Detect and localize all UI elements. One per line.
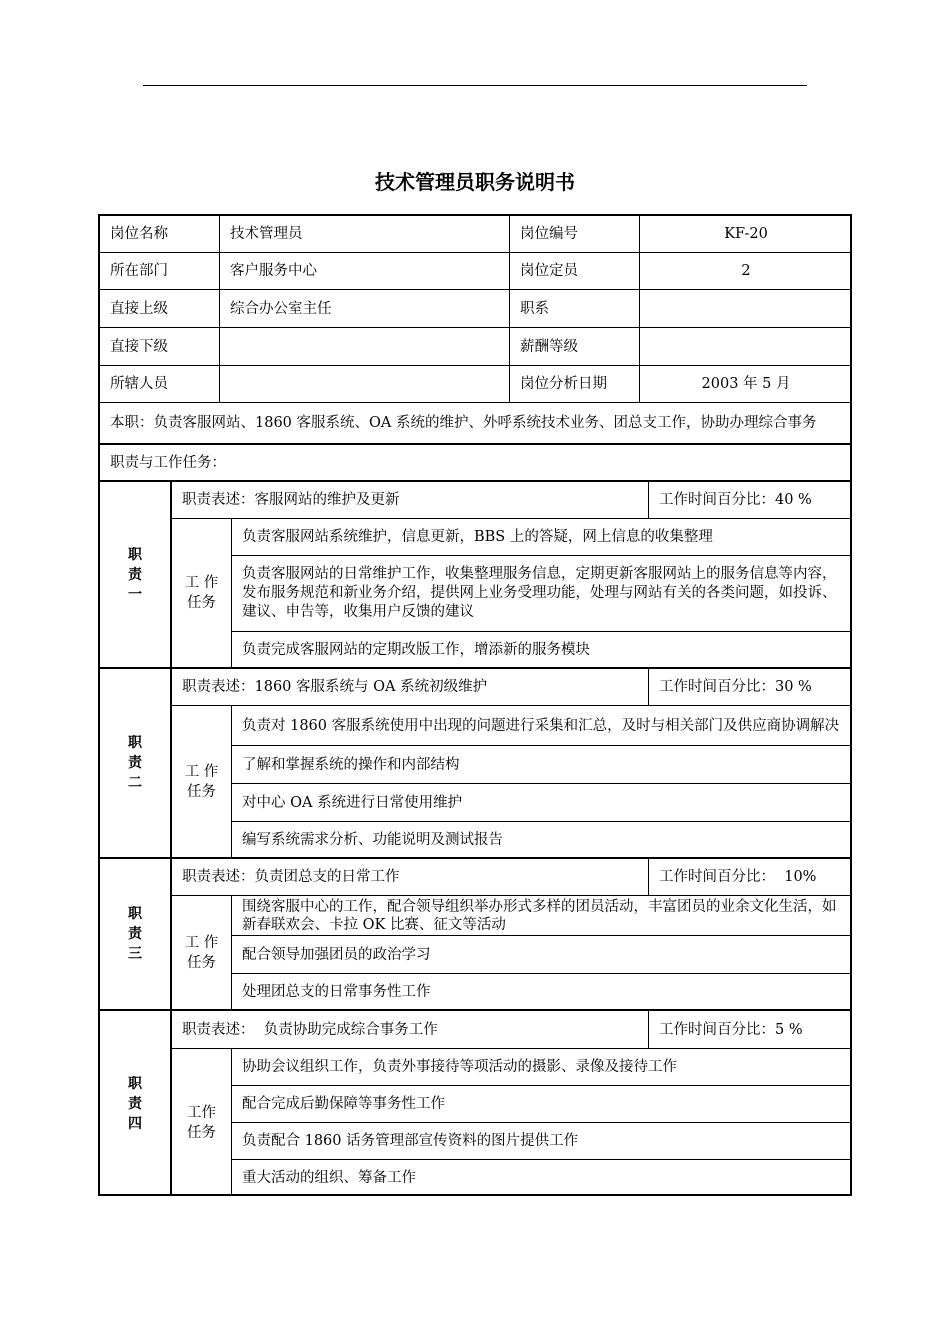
- document-title: 技术管理员职务说明书: [375, 170, 575, 194]
- duty-2-statement: 职责表述：1860 客服系统与 OA 系统初级维护: [172, 669, 649, 706]
- duty-4-task-4: 重大活动的组织、筹备工作: [242, 1170, 416, 1186]
- duty-2-task-2: 了解和掌握系统的操作和内部结构: [232, 746, 852, 784]
- value-staff: [220, 366, 510, 403]
- label-position-code: 岗位编号: [510, 216, 640, 253]
- value-analysis-date: 2003 年 5 月: [640, 366, 852, 403]
- duty-1-task-label: [172, 519, 232, 669]
- job-description-table: [98, 214, 852, 1196]
- duty-2-task-1-text: 负责对 1860 客服系统使用中出现的问题进行采集和汇总，及时与相关部门及供应商协调解决: [242, 717, 840, 734]
- duty-2-task-1: [232, 706, 852, 746]
- value-direct-superior: 综合办公室主任: [220, 290, 510, 328]
- main-duty-text: 本职：负责客服网站、1860 客服系统、OA 系统的维护、外呼系统技术业务、团总支工作，协助办理综合事务: [110, 414, 817, 431]
- value-job-family: [640, 290, 852, 328]
- duty-4-task-1: 协助会议组织工作，负责外事接待等项活动的摄影、录像及接待工作: [232, 1049, 852, 1086]
- label-position-name: 岗位名称: [100, 216, 220, 253]
- duty-1-task-3: 负责完成客服网站的定期改版工作，增添新的服务模块: [232, 632, 852, 669]
- duty-2-task-4: 编写系统需求分析、功能说明及测试报告: [232, 822, 852, 859]
- label-direct-superior: 直接上级: [100, 290, 220, 328]
- duty-3-label-text: 职 责 三: [128, 906, 142, 962]
- value-direct-subordinate: [220, 328, 510, 366]
- duty-1-task-2: [232, 556, 852, 632]
- value-department: 客户服务中心: [220, 253, 510, 290]
- duty-1-task-1: 负责客服网站系统维护，信息更新，BBS 上的答疑，网上信息的收集整理: [232, 519, 852, 556]
- duty-3-task-1: [232, 896, 852, 936]
- duty-3-time-share: 工作时间百分比： 10%: [649, 859, 852, 896]
- duty-4-task-label-text: 工作 任务: [187, 1104, 216, 1141]
- label-staff: 所辖人员: [100, 366, 220, 403]
- duty-3-statement: 职责表述：负责团总支的日常工作: [172, 859, 649, 896]
- duties-header: 职责与工作任务：: [100, 445, 852, 482]
- header-rule: [143, 85, 807, 86]
- duty-4-label: [100, 1011, 172, 1196]
- duty-2-label: [100, 669, 172, 859]
- duty-2-task-label: [172, 706, 232, 859]
- duty-4-task-2: 配合完成后勤保障等事务性工作: [232, 1086, 852, 1123]
- main-duty: [100, 403, 852, 445]
- label-headcount: 岗位定员: [510, 253, 640, 290]
- duty-2-label-text: 职 责 二: [128, 735, 142, 791]
- duty-2-task-label-text: 工 作 任务: [184, 763, 219, 800]
- label-job-family: 职系: [510, 290, 640, 328]
- duty-4-label-text: 职 责 四: [128, 1075, 142, 1132]
- duty-3-task-2: 配合领导加强团员的政治学习: [232, 936, 852, 974]
- duty-4-statement: 职责表述： 负责协助完成综合事务工作: [172, 1011, 649, 1049]
- value-headcount: 2: [640, 253, 852, 290]
- duty-1-time-share: 工作时间百分比：40 %: [649, 482, 852, 519]
- label-salary-grade: 薪酬等级: [510, 328, 640, 366]
- duty-3-task-label: [172, 896, 232, 1011]
- duty-3-task-label-text: 工 作 任务: [184, 934, 219, 971]
- duty-1-statement: 职责表述：客服网站的维护及更新: [172, 482, 649, 519]
- duty-3-label: [100, 859, 172, 1011]
- duty-4-time-share: 工作时间百分比：5 %: [649, 1011, 852, 1049]
- duty-1-label-text: 职 责 一: [128, 546, 142, 603]
- duty-3-task-1-text: 围绕客服中心的工作，配合领导组织举办形式多样的团员活动，丰富团员的业余文化生活，如新春联欢会、卡拉 OK 比赛、征文等活动: [242, 898, 837, 933]
- duty-1-task-2-text: 负责客服网站的日常维护工作，收集整理服务信息，定期更新客服网站上的服务信息等内容，发布服务规范和新业务介绍，提供网上业务受理功能，处理与网站有关的各类问题，如投诉、建议、申告等，收集用户反馈的建议: [242, 566, 837, 620]
- value-position-name: 技术管理员: [220, 216, 510, 253]
- duty-4-task-3: 负责配合 1860 话务管理部宣传资料的图片提供工作: [232, 1123, 852, 1160]
- duty-2-task-3: 对中心 OA 系统进行日常使用维护: [232, 784, 852, 822]
- duty-1-label: [100, 482, 172, 669]
- value-salary-grade: [640, 328, 852, 366]
- duty-2-time-share: 工作时间百分比：30 %: [649, 669, 852, 706]
- label-direct-subordinate: 直接下级: [100, 328, 220, 366]
- duty-3-task-3: 处理团总支的日常事务性工作: [232, 974, 852, 1011]
- duty-1-task-label-text: 工 作 任务: [184, 575, 219, 611]
- label-analysis-date: 岗位分析日期: [510, 366, 640, 403]
- label-department: 所在部门: [100, 253, 220, 290]
- duty-4-task-label: [172, 1049, 232, 1196]
- value-position-code: KF-20: [640, 216, 852, 253]
